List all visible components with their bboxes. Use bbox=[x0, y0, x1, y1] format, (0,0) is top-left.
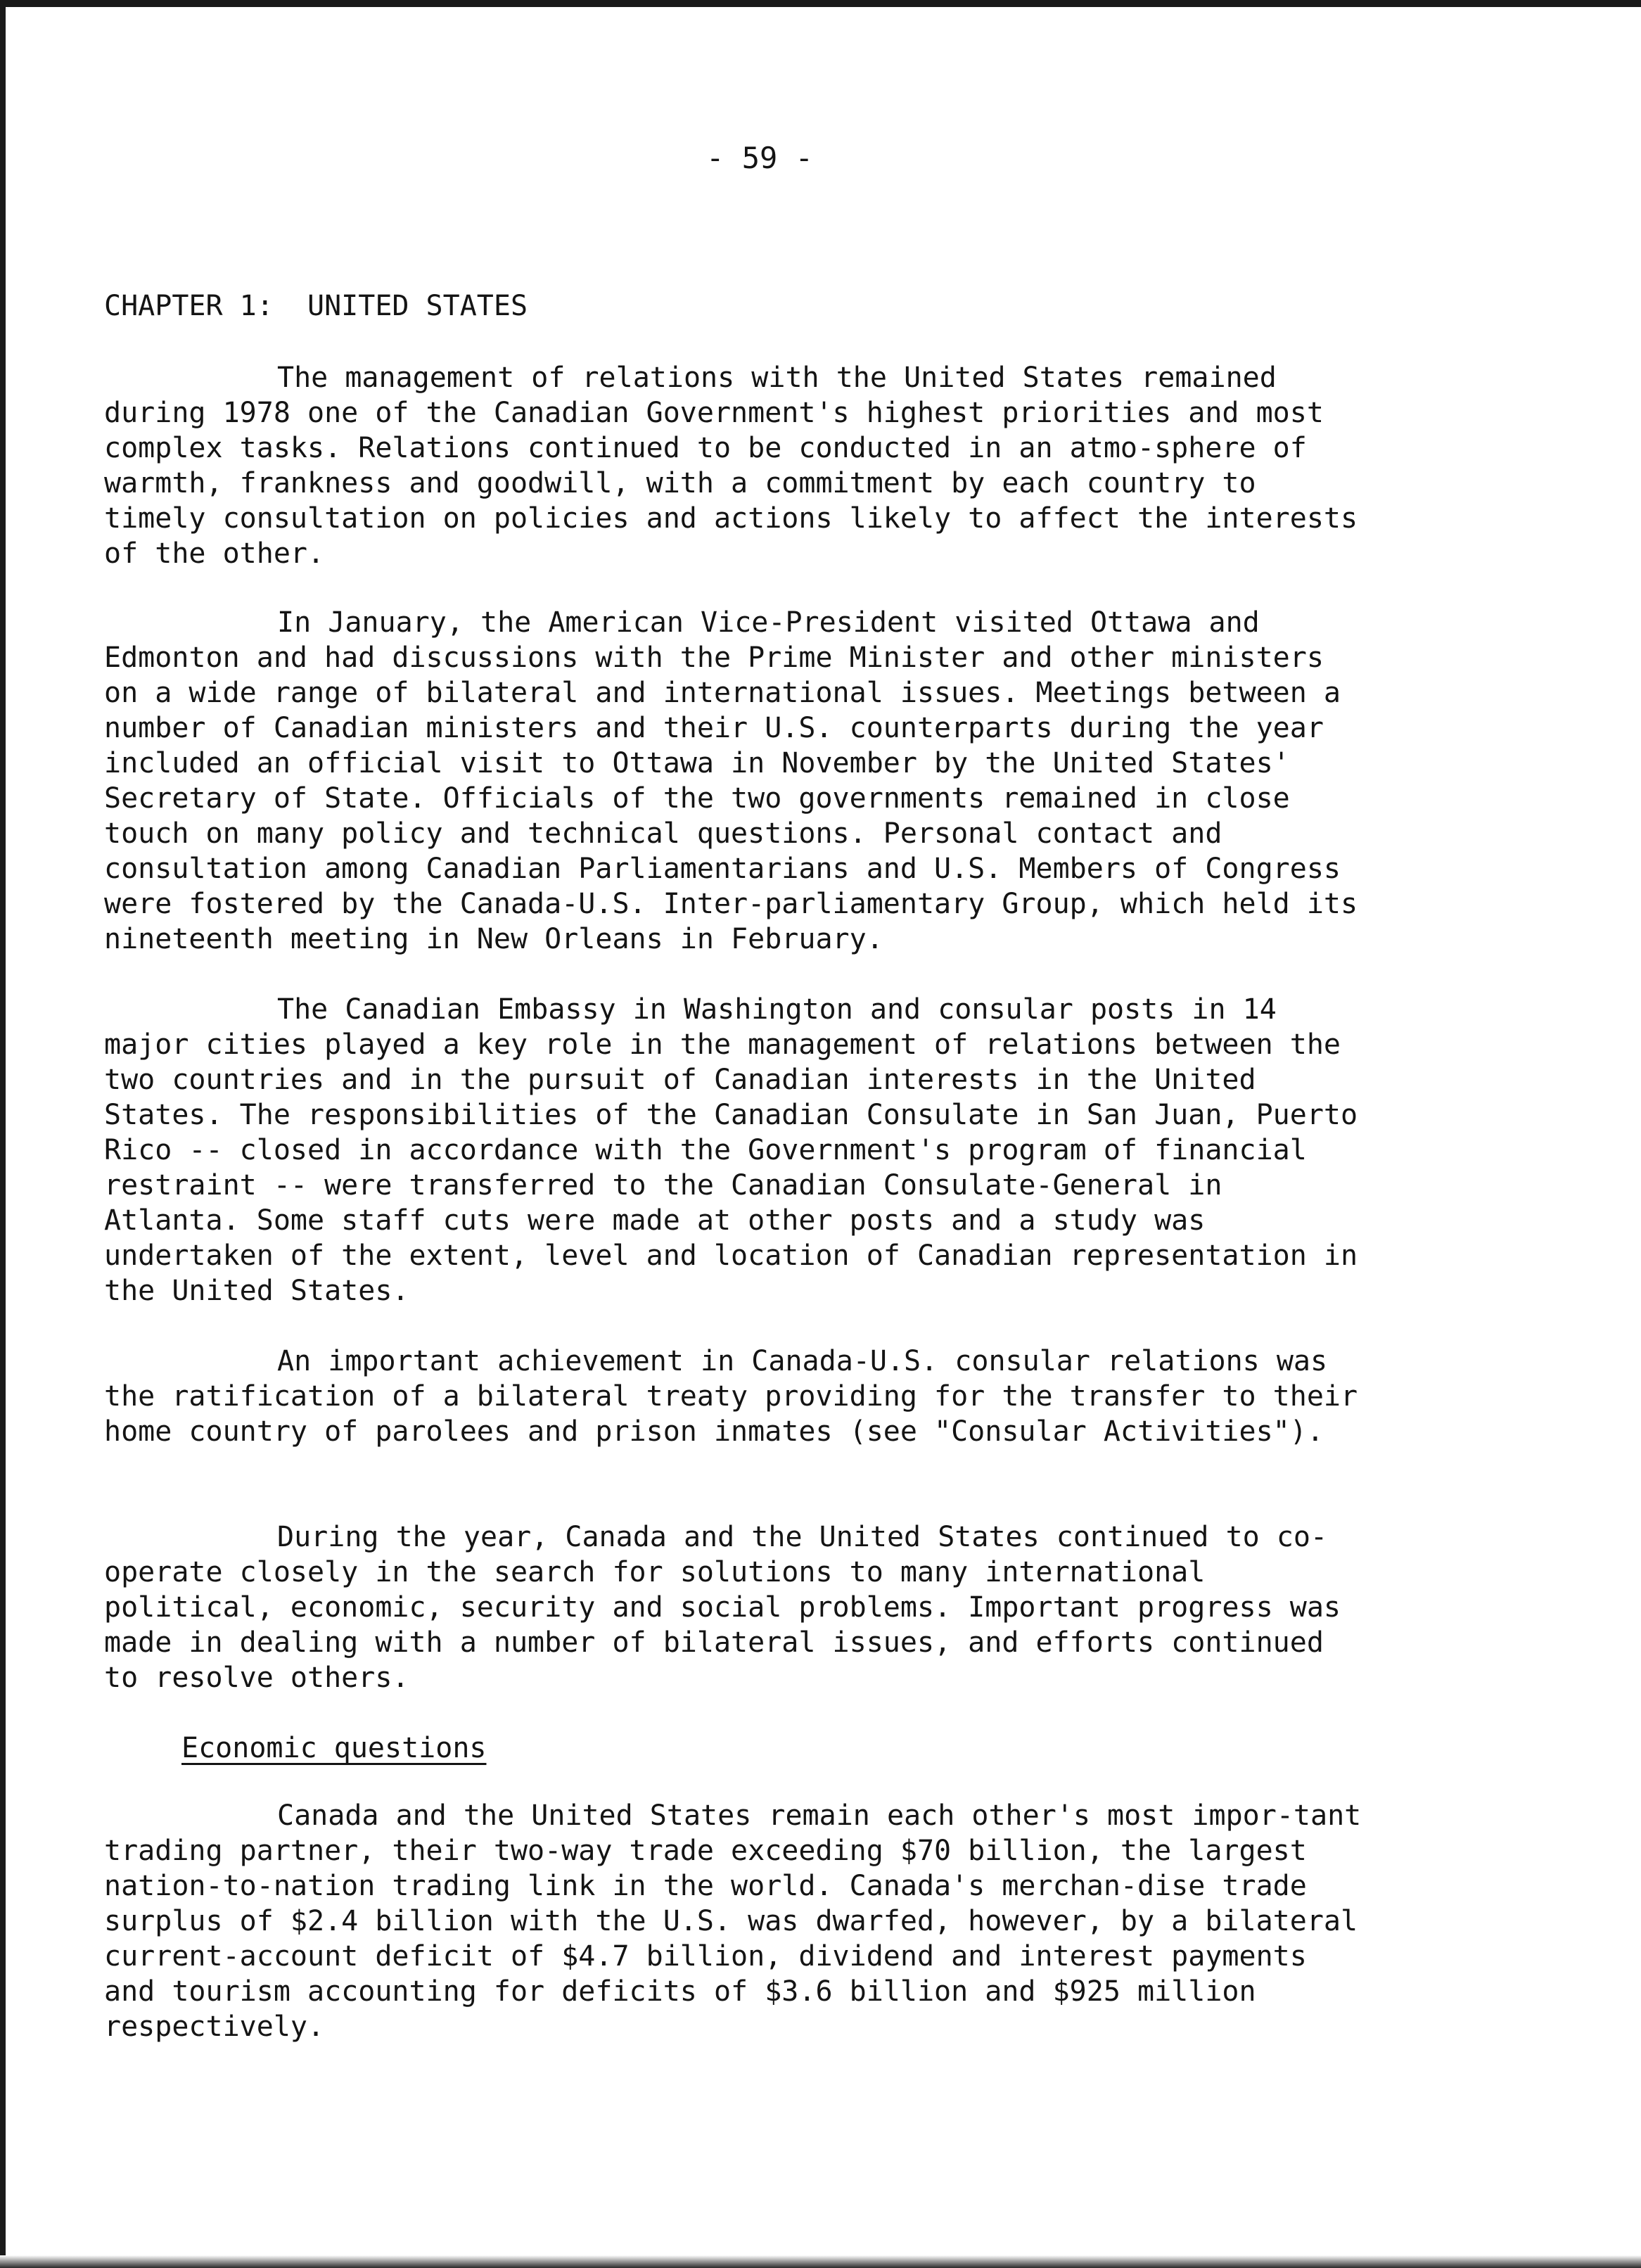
paragraph-trade: Canada and the United States remain each other's most impor-tant trading partner, their two-way trade exceeding $70 billion, the largest nation-to-nation trading link in the world. Canada's merchan-dise trade surplus of $2.4 billion with the U.S. was dwarfed, however, by a bilateral current-account deficit of $4.7 billion, dividend and interest payments and tourism accounting for deficits of $3.6 billion and $925 million respectively. bbox=[104, 1799, 1362, 2043]
section-heading-economic-questions: Economic questions bbox=[181, 1732, 487, 1764]
scan-border-top bbox=[0, 0, 1641, 7]
scan-border-left bbox=[0, 0, 6, 2268]
page-number: - 59 - bbox=[706, 141, 813, 175]
paragraph-cooperation: During the year, Canada and the United States continued to co-operate closely in the search for solutions to many international political, economic, security and social problems. Important progress was made in dealing with a number of bilateral issues, and efforts continued to resolve others. bbox=[104, 1521, 1341, 1694]
paragraph-consular-treaty: An important achievement in Canada-U.S. consular relations was the ratification of a bilateral treaty providing for the transfer to their home country of parolees and prison inmates (see "Consular Activities"). bbox=[104, 1345, 1358, 1448]
scan-border-bottom bbox=[0, 2255, 1641, 2268]
paragraph-relations-overview: The management of relations with the United States remained during 1978 one of the Canadian Government's highest priorities and most complex tasks. Relations continued to be conducted in an atmo-sphere of warmth, frankness and goodwill, with a commitment by each country to timely consultation on policies and actions likely to affect the interests of the other. bbox=[104, 362, 1358, 570]
chapter-title: CHAPTER 1: UNITED STATES bbox=[104, 290, 528, 322]
paragraph-january-visit: In January, the American Vice-President visited Ottawa and Edmonton and had discussions with the Prime Minister and other ministers on a wide range of bilateral and international issues. Meetings between a number of Canadian ministers and their U.S. counterparts during the year included an official visit to Ottawa in November by the United States' Secretary of State. Officials of the two governments remained in close touch on many policy and technical questions. Personal contact and consultation among Canadian Parliamentarians and U.S. Members of Congress were fostered by the Canada-U.S. Inter-parliamentary Group, which held its nineteenth meeting in New Orleans in February. bbox=[104, 606, 1358, 955]
paragraph-embassy-consular-posts: The Canadian Embassy in Washington and consular posts in 14 major cities played a key role in the management of relations between the two countries and in the pursuit of Canadian interests in the United States. The responsibilities of the Canadian Consulate in San Juan, Puerto Rico -- closed in accordance with the Government's program of financial restraint -- were transferred to the Canadian Consulate-General in Atlanta. Some staff cuts were made at other posts and a study was undertaken of the extent, level and location of Canadian representation in the United States. bbox=[104, 993, 1358, 1307]
